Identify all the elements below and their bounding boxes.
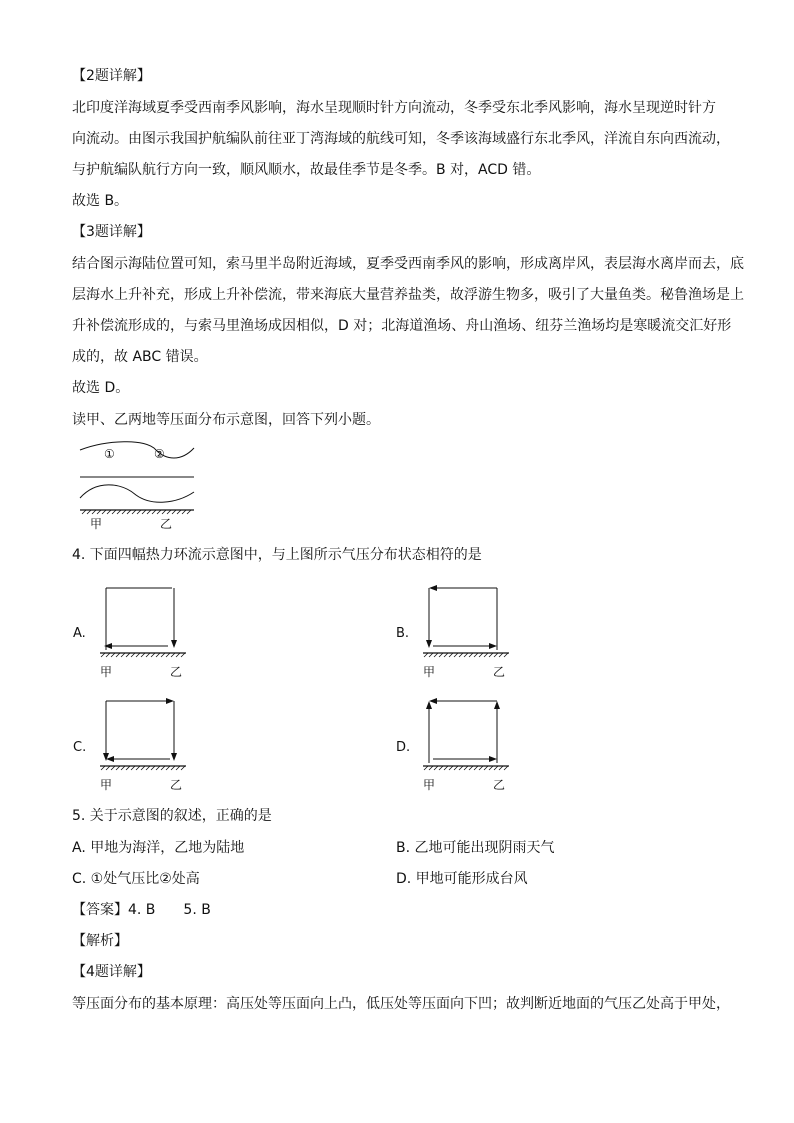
upper-isobar-curve <box>80 442 194 458</box>
option-c-yi: 乙 <box>170 778 183 792</box>
option-c-diagram <box>98 695 193 795</box>
option-c-jia: 甲 <box>100 778 113 792</box>
option-b-diagram <box>421 582 516 682</box>
section-3-line-3: 升补偿流形成的，与索马里渔场成因相似，D 对；北海道渔场、舟山渔场、纽芬兰渔场均是寒暖流交汇好形 <box>72 318 732 334</box>
section-2-line-2: 向流动。由图示我国护航编队前往亚丁湾海域的航线可知，冬季该海域盛行东北季风，洋流自东向西流动， <box>72 131 730 147</box>
option-a-diagram <box>98 582 193 682</box>
question-4-stem: 4. 下面四幅热力环流示意图中，与上图所示气压分布状态相符的是 <box>72 547 482 563</box>
section-3-choice: 故选 D。 <box>72 380 130 396</box>
section-3-line-2: 层海水上升补充，形成上升补偿流，带来海底大量营养盐类，故浮游生物多，吸引了大量鱼类。秘鲁渔场是上 <box>72 287 744 303</box>
analysis-label: 【解析】 <box>72 933 128 949</box>
option-c-label: C. <box>73 740 87 755</box>
option-a-label: A. <box>73 626 86 641</box>
section-4-line-1: 等压面分布的基本原理：高压处等压面向上凸，低压处等压面向下凹；故判断近地面的气压乙处高于甲处， <box>72 996 730 1012</box>
option-d-diagram <box>421 695 516 795</box>
option-d-jia: 甲 <box>423 778 436 792</box>
option-a-yi: 乙 <box>170 665 183 679</box>
question-intro: 读甲、乙两地等压面分布示意图，回答下列小题。 <box>72 412 380 428</box>
section-2-line-3: 与护航编队航行方向一致，顺风顺水，故最佳季节是冬季。B 对，ACD 错。 <box>72 162 541 178</box>
q5-option-b: B. 乙地可能出现阴雨天气 <box>396 840 555 856</box>
option-b-label: B. <box>396 626 410 641</box>
option-b-yi: 乙 <box>493 665 506 679</box>
mark-2: ② <box>154 447 165 461</box>
isobar-figure <box>76 440 196 530</box>
section-3-line-4: 成的，故 ABC 错误。 <box>72 349 208 365</box>
question-5-stem: 5. 关于示意图的叙述，正确的是 <box>72 808 272 824</box>
option-a-jia: 甲 <box>100 665 113 679</box>
section-3-header: 【3题详解】 <box>72 224 151 240</box>
answer-label: 【答案】 <box>72 902 128 918</box>
answer-line <box>72 900 211 920</box>
q5-option-c: C. ①处气压比②处高 <box>72 871 200 887</box>
answer-text: 4. B 5. B <box>128 902 211 918</box>
section-4-header: 【4题详解】 <box>72 964 151 980</box>
section-2-line-1: 北印度洋海域夏季受西南季风影响，海水呈现顺时针方向流动，冬季受东北季风影响，海水呈现逆时针方 <box>72 100 716 116</box>
section-2-choice: 故选 B。 <box>72 193 129 209</box>
mark-1: ① <box>104 447 115 461</box>
lower-isobar-curve <box>80 485 194 502</box>
label-yi: 乙 <box>160 517 173 531</box>
option-b-jia: 甲 <box>423 665 436 679</box>
q5-option-d: D. 甲地可能形成台风 <box>396 871 528 887</box>
ground-hatching <box>82 510 191 514</box>
q5-option-a: A. 甲地为海洋，乙地为陆地 <box>72 840 245 856</box>
section-3-line-1: 结合图示海陆位置可知，索马里半岛附近海域，夏季受西南季风的影响，形成离岸风，表层海水离岸而去，底 <box>72 256 744 272</box>
option-d-yi: 乙 <box>493 778 506 792</box>
label-jia: 甲 <box>90 517 103 531</box>
option-d-label: D. <box>396 740 411 755</box>
section-2-header: 【2题详解】 <box>72 68 151 84</box>
